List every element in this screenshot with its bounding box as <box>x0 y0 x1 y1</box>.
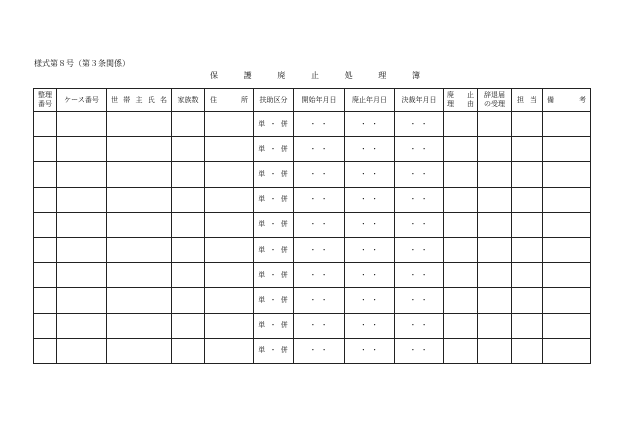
cell-kessai-date <box>395 212 444 237</box>
cell-fujo-kubun <box>254 338 294 363</box>
cell-jitai-todoke[interactable] <box>478 263 512 288</box>
date-separator-mark: ・ ・ <box>309 220 329 229</box>
header-tanto <box>512 89 543 112</box>
header-biko <box>543 89 591 112</box>
cell-case-number[interactable] <box>57 288 107 313</box>
table-row <box>34 338 591 363</box>
header-tanto-char: 当 <box>530 95 537 104</box>
cell-kaishi-date <box>294 187 345 212</box>
header-seiri-line2: 番号 <box>38 100 52 108</box>
cell-fujo-kubun <box>254 187 294 212</box>
fujo-kubun-mark: 単 ・ 併 <box>258 144 289 153</box>
cell-haishi-riyu[interactable] <box>444 288 478 313</box>
cell-tanto[interactable] <box>512 313 543 338</box>
header-seiri-bango <box>34 89 57 112</box>
cell-fujo-kubun <box>254 313 294 338</box>
cell-jitai-todoke[interactable] <box>478 187 512 212</box>
cell-jusho[interactable] <box>205 187 254 212</box>
cell-case-number[interactable] <box>57 137 107 162</box>
cell-haishi-date <box>345 263 395 288</box>
date-separator-mark: ・ ・ <box>409 119 429 128</box>
cell-fujo-kubun <box>254 162 294 187</box>
cell-kazoku-su[interactable] <box>172 187 205 212</box>
cell-kazoku-su[interactable] <box>172 237 205 262</box>
cell-seiri-bango[interactable] <box>34 288 57 313</box>
cell-biko[interactable] <box>543 137 591 162</box>
cell-jusho[interactable] <box>205 288 254 313</box>
form-title-char: 止 <box>310 71 319 80</box>
date-separator-mark: ・ ・ <box>309 270 329 279</box>
cell-tanto[interactable] <box>512 263 543 288</box>
cell-jitai-todoke[interactable] <box>478 338 512 363</box>
header-seiri-line1: 整理 <box>38 91 52 99</box>
cell-haishi-riyu[interactable] <box>444 338 478 363</box>
header-setai-char: 帯 <box>123 95 131 104</box>
form-title <box>210 71 420 81</box>
cell-kessai-date <box>395 288 444 313</box>
header-fujo-kubun: 扶助区分 <box>254 89 294 112</box>
date-separator-mark: ・ ・ <box>409 195 429 204</box>
header-jusho-char: 所 <box>241 95 248 104</box>
cell-fujo-kubun <box>254 263 294 288</box>
table-row <box>34 187 591 212</box>
cell-jusho[interactable] <box>205 338 254 363</box>
cell-biko[interactable] <box>543 162 591 187</box>
date-separator-mark: ・ ・ <box>309 195 329 204</box>
cell-case-number[interactable] <box>57 162 107 187</box>
table-row <box>34 137 591 162</box>
date-separator-mark: ・ ・ <box>309 295 329 304</box>
cell-fujo-kubun <box>254 137 294 162</box>
date-separator-mark: ・ ・ <box>409 346 429 355</box>
cell-setai-nushi-name[interactable] <box>107 162 172 187</box>
cell-kaishi-date <box>294 212 345 237</box>
cell-case-number[interactable] <box>57 313 107 338</box>
cell-fujo-kubun <box>254 212 294 237</box>
cell-setai-nushi-name[interactable] <box>107 288 172 313</box>
cell-fujo-kubun <box>254 112 294 137</box>
cell-case-number[interactable] <box>57 112 107 137</box>
cell-setai-nushi-name[interactable] <box>107 313 172 338</box>
cell-biko[interactable] <box>543 263 591 288</box>
cell-haishi-date <box>345 288 395 313</box>
cell-seiri-bango[interactable] <box>34 212 57 237</box>
cell-tanto[interactable] <box>512 162 543 187</box>
cell-jusho[interactable] <box>205 263 254 288</box>
date-separator-mark: ・ ・ <box>359 245 380 254</box>
cell-kaishi-date <box>294 237 345 262</box>
cell-haishi-date <box>345 137 395 162</box>
table-row <box>34 237 591 262</box>
date-separator-mark: ・ ・ <box>309 119 329 128</box>
header-kaishi-date: 開始年月日 <box>294 89 345 112</box>
date-separator-mark: ・ ・ <box>359 195 380 204</box>
date-separator-mark: ・ ・ <box>359 220 380 229</box>
cell-haishi-date <box>345 162 395 187</box>
header-case-number: ケース番号 <box>57 89 107 112</box>
cell-case-number[interactable] <box>57 237 107 262</box>
form-title-char: 廃 <box>277 71 286 80</box>
cell-seiri-bango[interactable] <box>34 162 57 187</box>
cell-jitai-todoke[interactable] <box>478 313 512 338</box>
cell-biko[interactable] <box>543 313 591 338</box>
cell-kazoku-su[interactable] <box>172 288 205 313</box>
cell-kazoku-su[interactable] <box>172 162 205 187</box>
header-haishi-riyu-char: 由 <box>467 100 474 108</box>
cell-tanto[interactable] <box>512 112 543 137</box>
fujo-kubun-mark: 単 ・ 併 <box>258 245 289 254</box>
date-separator-mark: ・ ・ <box>309 144 329 153</box>
cell-kessai-date <box>395 237 444 262</box>
cell-seiri-bango[interactable] <box>34 313 57 338</box>
header-setai-char: 氏 <box>147 95 155 104</box>
header-biko-char: 備 <box>547 95 554 104</box>
date-separator-mark: ・ ・ <box>359 119 380 128</box>
cell-setai-nushi-name[interactable] <box>107 237 172 262</box>
cell-seiri-bango[interactable] <box>34 187 57 212</box>
cell-setai-nushi-name[interactable] <box>107 112 172 137</box>
header-jusho-char: 住 <box>210 95 217 104</box>
cell-setai-nushi-name[interactable] <box>107 263 172 288</box>
header-biko-char: 考 <box>579 95 586 104</box>
cell-kessai-date <box>395 187 444 212</box>
cell-kazoku-su[interactable] <box>172 313 205 338</box>
cell-kessai-date <box>395 112 444 137</box>
date-separator-mark: ・ ・ <box>409 220 429 229</box>
fujo-kubun-mark: 単 ・ 併 <box>258 119 289 128</box>
date-separator-mark: ・ ・ <box>359 169 380 178</box>
cell-haishi-date <box>345 237 395 262</box>
header-setai-nushi-name <box>107 89 172 112</box>
date-separator-mark: ・ ・ <box>409 295 429 304</box>
cell-setai-nushi-name[interactable] <box>107 187 172 212</box>
cell-kaishi-date <box>294 313 345 338</box>
fujo-kubun-mark: 単 ・ 併 <box>258 169 289 178</box>
fujo-kubun-mark: 単 ・ 併 <box>258 270 289 279</box>
cell-kazoku-su[interactable] <box>172 263 205 288</box>
table-row <box>34 212 591 237</box>
form-number-label: 様式第８号（第３条関係） <box>34 59 130 68</box>
date-separator-mark: ・ ・ <box>359 321 380 330</box>
table-row <box>34 162 591 187</box>
header-kazoku-su: 家族数 <box>172 89 205 112</box>
cell-jusho[interactable] <box>205 162 254 187</box>
cell-setai-nushi-name[interactable] <box>107 338 172 363</box>
cell-fujo-kubun <box>254 237 294 262</box>
cell-haishi-riyu[interactable] <box>444 187 478 212</box>
cell-jitai-todoke[interactable] <box>478 137 512 162</box>
cell-kaishi-date <box>294 137 345 162</box>
cell-jusho[interactable] <box>205 112 254 137</box>
cell-kaishi-date <box>294 288 345 313</box>
cell-haishi-riyu[interactable] <box>444 263 478 288</box>
cell-kaishi-date <box>294 338 345 363</box>
cell-biko[interactable] <box>543 112 591 137</box>
cell-case-number[interactable] <box>57 263 107 288</box>
date-separator-mark: ・ ・ <box>409 169 429 178</box>
table-row <box>34 288 591 313</box>
cell-case-number[interactable] <box>57 212 107 237</box>
date-separator-mark: ・ ・ <box>409 270 429 279</box>
header-setai-char: 名 <box>160 95 167 104</box>
header-setai-char: 世 <box>111 95 118 104</box>
table-row <box>34 313 591 338</box>
cell-haishi-date <box>345 112 395 137</box>
cell-jitai-todoke[interactable] <box>478 162 512 187</box>
cell-kaishi-date <box>294 162 345 187</box>
cell-kessai-date <box>395 137 444 162</box>
cell-setai-nushi-name[interactable] <box>107 137 172 162</box>
cell-kessai-date <box>395 313 444 338</box>
cell-jitai-todoke[interactable] <box>478 237 512 262</box>
header-jitai-line1: 辞退届 <box>484 91 505 99</box>
date-separator-mark: ・ ・ <box>309 169 329 178</box>
date-separator-mark: ・ ・ <box>309 346 329 355</box>
cell-jitai-todoke[interactable] <box>478 288 512 313</box>
cell-haishi-riyu[interactable] <box>444 112 478 137</box>
date-separator-mark: ・ ・ <box>359 295 380 304</box>
fujo-kubun-mark: 単 ・ 併 <box>258 295 289 304</box>
cell-kessai-date <box>395 263 444 288</box>
form-title-char: 処 <box>344 71 353 80</box>
cell-case-number[interactable] <box>57 187 107 212</box>
cell-fujo-kubun <box>254 288 294 313</box>
cell-biko[interactable] <box>543 212 591 237</box>
header-jitai-todoke <box>478 89 512 112</box>
cell-case-number[interactable] <box>57 338 107 363</box>
header-jitai-line2: の受理 <box>484 100 505 108</box>
cell-tanto[interactable] <box>512 137 543 162</box>
fujo-kubun-mark: 単 ・ 併 <box>258 321 289 330</box>
cell-kazoku-su[interactable] <box>172 112 205 137</box>
cell-kaishi-date <box>294 112 345 137</box>
cell-tanto[interactable] <box>512 288 543 313</box>
cell-tanto[interactable] <box>512 237 543 262</box>
date-separator-mark: ・ ・ <box>359 346 380 355</box>
date-separator-mark: ・ ・ <box>359 144 380 153</box>
date-separator-mark: ・ ・ <box>409 144 429 153</box>
cell-seiri-bango[interactable] <box>34 137 57 162</box>
cell-haishi-date <box>345 313 395 338</box>
fujo-kubun-mark: 単 ・ 併 <box>258 346 289 355</box>
cell-haishi-riyu[interactable] <box>444 237 478 262</box>
cell-kazoku-su[interactable] <box>172 338 205 363</box>
header-haishi-riyu-char: 廃 <box>447 91 454 99</box>
cell-haishi-date <box>345 187 395 212</box>
header-haishi-riyu <box>444 89 478 112</box>
cell-jusho[interactable] <box>205 212 254 237</box>
header-row <box>34 89 591 112</box>
date-separator-mark: ・ ・ <box>409 245 429 254</box>
cell-kazoku-su[interactable] <box>172 137 205 162</box>
cell-tanto[interactable] <box>512 338 543 363</box>
ledger-body <box>34 112 591 364</box>
cell-tanto[interactable] <box>512 187 543 212</box>
header-setai-char: 主 <box>135 95 143 104</box>
cell-seiri-bango[interactable] <box>34 112 57 137</box>
header-kessai-date: 決裁年月日 <box>395 89 444 112</box>
cell-biko[interactable] <box>543 237 591 262</box>
cell-haishi-date <box>345 338 395 363</box>
cell-kazoku-su[interactable] <box>172 212 205 237</box>
cell-biko[interactable] <box>543 338 591 363</box>
cell-jitai-todoke[interactable] <box>478 112 512 137</box>
form-title-char: 護 <box>243 71 252 80</box>
ledger-table <box>33 88 591 364</box>
header-haishi-riyu-char: 理 <box>447 100 454 108</box>
cell-jusho[interactable] <box>205 313 254 338</box>
cell-haishi-riyu[interactable] <box>444 137 478 162</box>
cell-kessai-date <box>395 338 444 363</box>
header-haishi-date: 廃止年月日 <box>345 89 395 112</box>
table-row <box>34 263 591 288</box>
cell-seiri-bango[interactable] <box>34 237 57 262</box>
date-separator-mark: ・ ・ <box>359 270 380 279</box>
cell-biko[interactable] <box>543 288 591 313</box>
date-separator-mark: ・ ・ <box>309 321 329 330</box>
form-title-char: 理 <box>378 71 387 80</box>
cell-jitai-todoke[interactable] <box>478 212 512 237</box>
cell-haishi-date <box>345 212 395 237</box>
form-title-char: 保 <box>210 71 218 80</box>
cell-setai-nushi-name[interactable] <box>107 212 172 237</box>
fujo-kubun-mark: 単 ・ 併 <box>258 220 289 229</box>
cell-seiri-bango[interactable] <box>34 338 57 363</box>
cell-biko[interactable] <box>543 187 591 212</box>
cell-haishi-riyu[interactable] <box>444 212 478 237</box>
date-separator-mark: ・ ・ <box>309 245 329 254</box>
cell-tanto[interactable] <box>512 212 543 237</box>
table-row <box>34 112 591 137</box>
header-haishi-riyu-char: 止 <box>467 91 474 99</box>
form-title-char: 簿 <box>411 71 420 80</box>
fujo-kubun-mark: 単 ・ 併 <box>258 195 289 204</box>
cell-jusho[interactable] <box>205 137 254 162</box>
cell-haishi-riyu[interactable] <box>444 313 478 338</box>
header-jusho <box>205 89 254 112</box>
cell-seiri-bango[interactable] <box>34 263 57 288</box>
cell-kaishi-date <box>294 263 345 288</box>
cell-kessai-date <box>395 162 444 187</box>
header-tanto-char: 担 <box>517 95 524 104</box>
cell-haishi-riyu[interactable] <box>444 162 478 187</box>
cell-jusho[interactable] <box>205 237 254 262</box>
date-separator-mark: ・ ・ <box>409 321 429 330</box>
